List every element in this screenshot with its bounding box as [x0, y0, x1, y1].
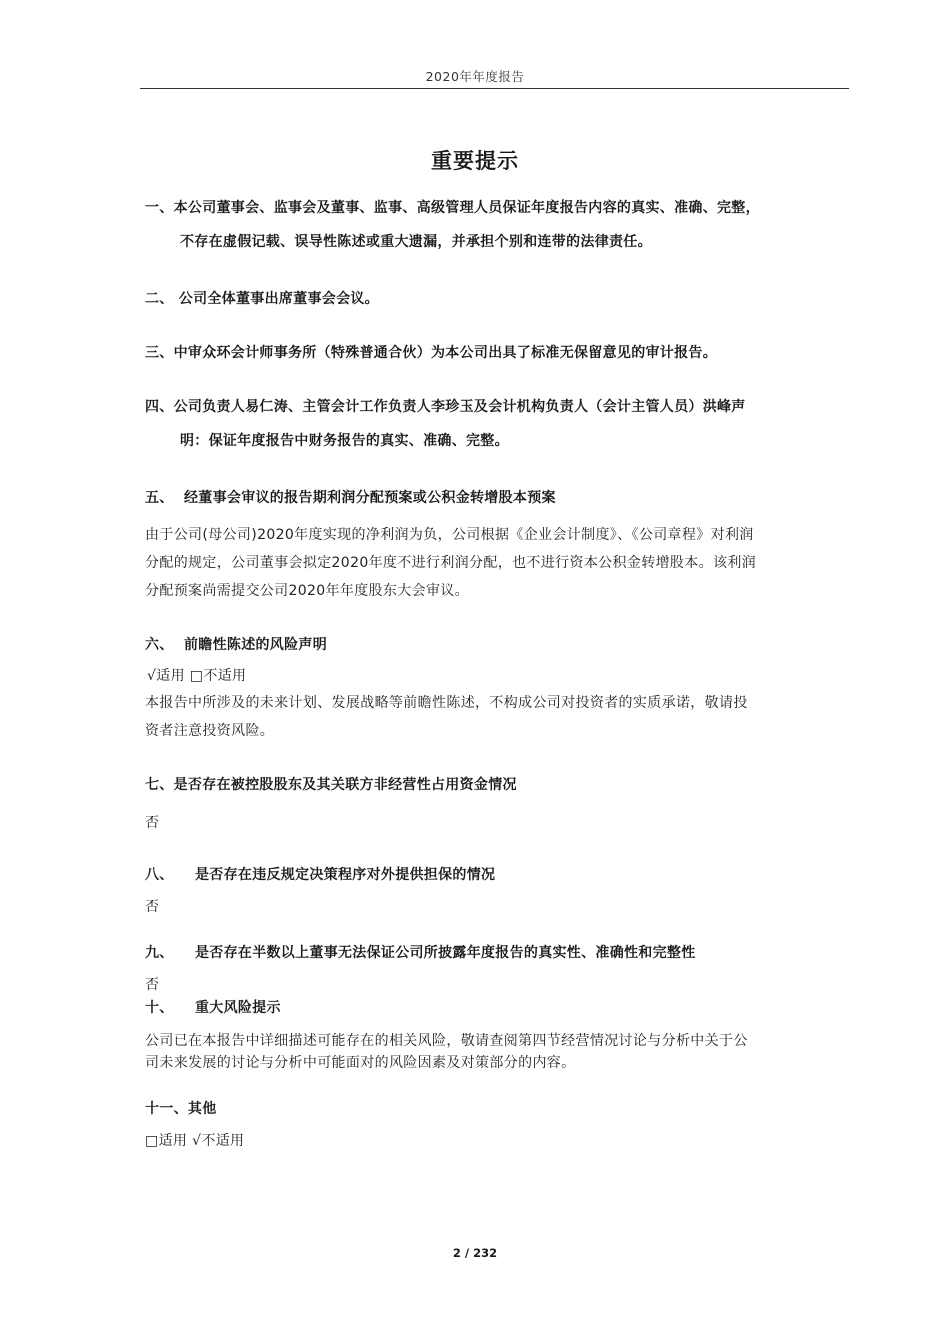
item-10-number: 十、: [145, 1000, 174, 1016]
item-2: 二、 公司全体董事出席董事会会议。: [145, 291, 379, 307]
item-1-line-2: 不存在虚假记载、误导性陈述或重大遗漏，并承担个别和连带的法律责任。: [180, 234, 652, 250]
item-11-heading: 十一、其他: [145, 1101, 217, 1117]
item-8-answer: 否: [145, 899, 160, 915]
item-4-line-2: 明：保证年度报告中财务报告的真实、准确、完整。: [180, 433, 509, 449]
item-6-applicability: √适用 □不适用: [147, 668, 247, 684]
item-9-answer: 否: [145, 977, 160, 993]
item-7-heading: 七、是否存在被控股股东及其关联方非经营性占用资金情况: [145, 777, 517, 793]
item-5-body-line-3: 分配预案尚需提交公司2020年年度股东大会审议。: [145, 583, 470, 599]
item-8-number: 八、: [145, 867, 174, 883]
item-6-body-line-2: 资者注意投资风险。: [145, 723, 275, 739]
item-10-body-line-1: 公司已在本报告中详细描述可能存在的相关风险，敬请查阅第四节经营情况讨论与分析中关于公: [145, 1033, 748, 1049]
item-1-line-1: 一、本公司董事会、监事会及董事、监事、高级管理人员保证年度报告内容的真实、准确、完整，: [145, 200, 760, 216]
item-6-number: 六、: [145, 637, 174, 653]
item-3: 三、中审众环会计师事务所（特殊普通合伙）为本公司出具了标准无保留意见的审计报告。: [145, 345, 717, 361]
item-7-answer: 否: [145, 815, 160, 831]
item-9-heading: 是否存在半数以上董事无法保证公司所披露年度报告的真实性、准确性和完整性: [195, 945, 696, 961]
item-11-applicability: □适用 √不适用: [145, 1133, 245, 1149]
item-6-heading: 前瞻性陈述的风险声明: [184, 637, 327, 653]
item-4-line-1: 四、公司负责人易仁涛、主管会计工作负责人李珍玉及会计机构负责人（会计主管人员）洪峰声: [145, 399, 746, 415]
item-5-body-line-1: 由于公司(母公司)2020年度实现的净利润为负，公司根据《企业会计制度》、《公司章程》对利润: [145, 527, 754, 543]
item-5-body-line-2: 分配的规定，公司董事会拟定2020年度不进行利润分配，也不进行资本公积金转增股本。该利润: [145, 555, 757, 571]
item-8-heading: 是否存在违反规定决策程序对外提供担保的情况: [195, 867, 496, 883]
item-10-body-line-2: 司未来发展的讨论与分析中可能面对的风险因素及对策部分的内容。: [145, 1055, 576, 1071]
item-5-heading: 经董事会审议的报告期利润分配预案或公积金转增股本预案: [184, 490, 556, 506]
item-10-heading: 重大风险提示: [195, 1000, 281, 1016]
header-divider: [140, 88, 849, 89]
item-5-number: 五、: [145, 490, 174, 506]
item-6-body-line-1: 本报告中所涉及的未来计划、发展战略等前瞻性陈述，不构成公司对投资者的实质承诺，敬请投: [145, 695, 748, 711]
page-title: 重要提示: [431, 149, 519, 173]
item-9-number: 九、: [145, 945, 174, 961]
page-number: 2 / 232: [452, 1246, 498, 1260]
page-header: 2020年年度报告: [425, 69, 525, 84]
